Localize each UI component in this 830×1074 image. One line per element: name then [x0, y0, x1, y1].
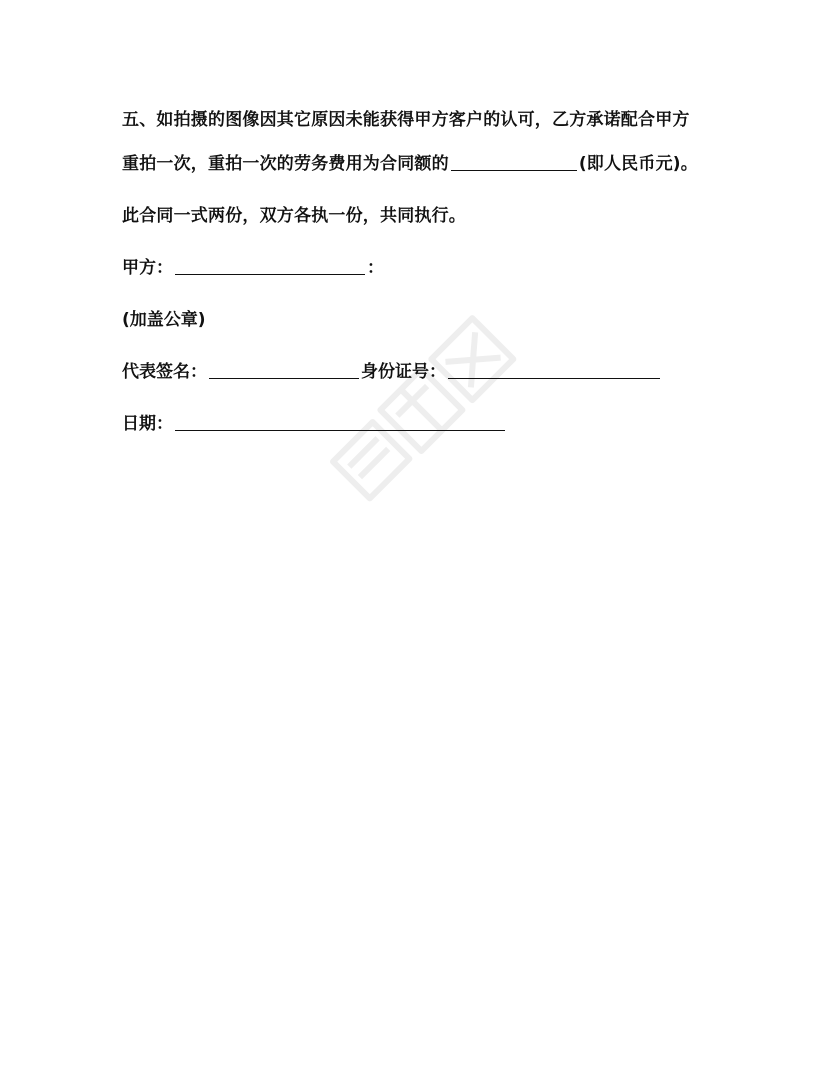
- party-a-blank[interactable]: [175, 273, 365, 275]
- copies-clause: 此合同一式两份，双方各执一份，共同执行。: [122, 206, 466, 226]
- date-line: [122, 402, 702, 446]
- clause-5-tail: (即人民币元)。: [578, 154, 698, 174]
- seal-note: (加盖公章): [122, 310, 206, 330]
- date-blank[interactable]: [175, 429, 505, 431]
- signature-line: [122, 350, 702, 394]
- party-a-line: [122, 246, 702, 290]
- id-number-blank[interactable]: [448, 377, 660, 379]
- signature-label: 代表签名：: [122, 362, 207, 382]
- contract-amount-blank[interactable]: [451, 169, 577, 171]
- clause-5-text: 五、如拍摄的图像因其它原因未能获得甲方客户的认可，乙方承诺配合甲方重拍一次，重拍一次的劳务费用为合同额的: [122, 110, 690, 174]
- party-a-label: 甲方：: [122, 258, 173, 278]
- date-label: 日期：: [122, 414, 173, 434]
- id-number-label: 身份证号：: [361, 362, 446, 382]
- party-a-suffix: ：: [367, 258, 384, 278]
- clause-5: [122, 98, 702, 186]
- document-content: [122, 98, 702, 454]
- signature-blank[interactable]: [209, 377, 359, 379]
